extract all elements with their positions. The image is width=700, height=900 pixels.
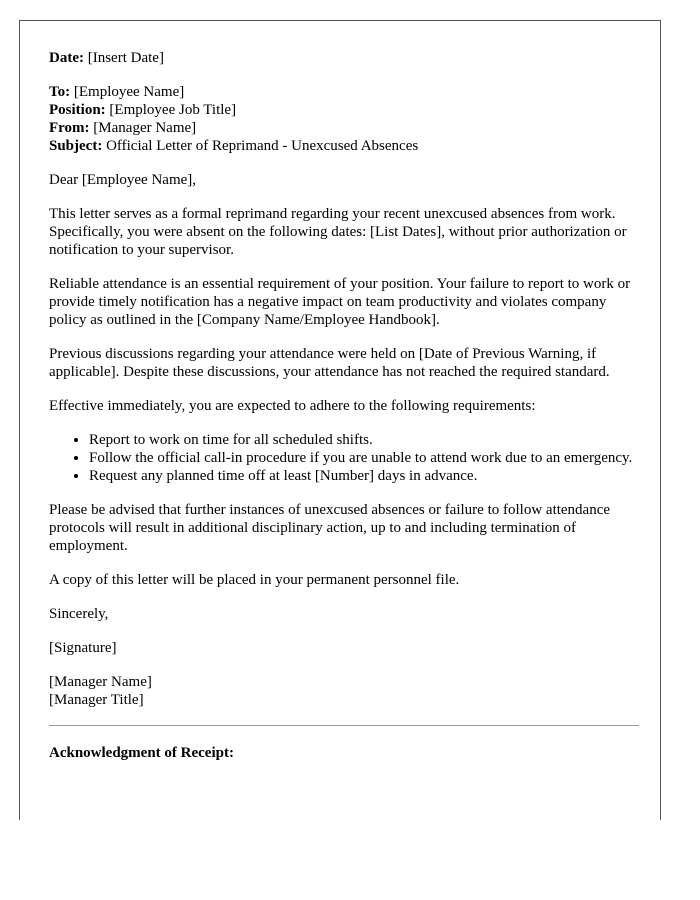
list-item: • Request any planned time off at least [Number] days in advance. [89,467,639,485]
manager-title: [Manager Title] [49,692,144,708]
date-label: Date: [49,50,84,66]
date-line [49,49,639,67]
paragraph-previous-discussions: Previous discussions regarding your attendance were held on [Date of Previous Warning, if applicable]. Despite these discussions, your attendance has not reached the required standard. [49,346,610,380]
signoff: Sincerely, [49,606,109,622]
list-item: • Report to work on time for all scheduled shifts. [89,431,639,449]
to-value: [Employee Name] [73,84,185,100]
manager-name: [Manager Name] [49,674,152,690]
memo-header [49,83,639,155]
to-line [49,83,639,101]
paragraph-consequences: Please be advised that further instances of unexcused absences or failure to follow attendance protocols will result in additional disciplinary action, up to and including termination of employment. [49,502,611,554]
salutation: Dear [Employee Name], [49,172,197,188]
signature-placeholder: [Signature] [49,640,117,656]
subject-line [49,137,639,155]
letter-content [49,49,639,762]
manager-signature-block [49,673,639,709]
position-label: Position: [49,102,106,118]
acknowledgment-heading: Acknowledgment of Receipt: [49,745,234,761]
paragraph-absences: This letter serves as a formal reprimand regarding your recent unexcused absences from work. Specifically, you were absent on the following dates: [List Dates], without prior authorization or notification to your supervisor. [49,206,627,258]
paragraph-attendance-requirement: Reliable attendance is an essential requirement of your position. Your failure to report to work or provide timely notification has a negative impact on team productivity and violates company policy as outlined in the [Company Name/Employee Handbook]. [49,276,631,328]
position-line [49,101,639,119]
letter-page [19,20,661,820]
requirements-list [49,431,639,485]
to-label: To: [49,84,71,100]
paragraph-personnel-file: A copy of this letter will be placed in your permanent personnel file. [49,572,460,588]
list-item: • Follow the official call-in procedure if you are unable to attend work due to an emergency. [89,449,639,467]
date-value: [Insert Date] [87,50,164,66]
from-line [49,119,639,137]
from-label: From: [49,120,90,136]
position-value: [Employee Job Title] [109,102,237,118]
date-block [49,49,639,67]
paragraph-requirements-intro: Effective immediately, you are expected to adhere to the following requirements: [49,398,536,414]
from-value: [Manager Name] [93,120,197,136]
subject-label: Subject: [49,138,103,154]
divider [49,725,639,726]
subject-value: Official Letter of Reprimand - Unexcused Absences [106,138,419,154]
